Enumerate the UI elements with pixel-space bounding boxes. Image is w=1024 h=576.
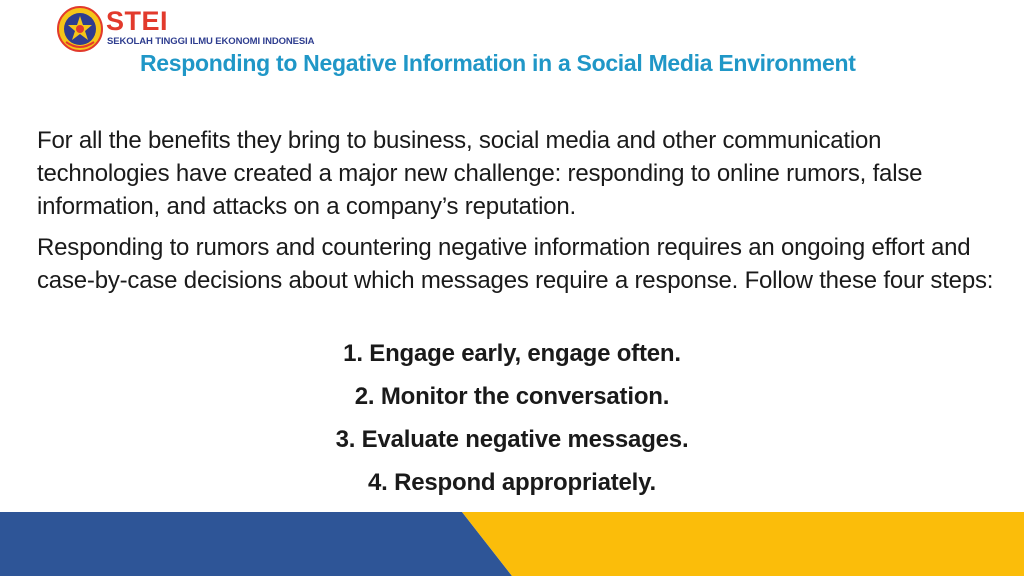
slide-title: Responding to Negative Information in a Social Media Environment xyxy=(140,50,856,76)
logo xyxy=(56,4,346,54)
body-text xyxy=(37,124,997,305)
steps-list xyxy=(0,337,1024,509)
step-item: 4. Respond appropriately. xyxy=(368,469,656,496)
step-item: 3. Evaluate negative messages. xyxy=(335,426,689,453)
stei-emblem-icon xyxy=(56,4,108,54)
footer-band xyxy=(0,512,1024,576)
logo-fullname: SEKOLAH TINGGI ILMU EKONOMI INDONESIA xyxy=(107,36,315,47)
logo-acronym: STEI xyxy=(106,6,169,36)
footer-yellow-band xyxy=(462,512,1024,576)
footer-blue-band xyxy=(0,512,512,576)
step-item: 1. Engage early, engage often. xyxy=(343,340,681,367)
paragraph: For all the benefits they bring to business, social media and other communication technologies have created a major new challenge: responding to online rumors, false information, and attacks on a company’s reputation. xyxy=(37,127,923,220)
step-item: 2. Monitor the conversation. xyxy=(354,383,670,410)
paragraph: Responding to rumors and countering negative information requires an ongoing effort and case-by-case decisions about which messages require a response. Follow these four steps: xyxy=(37,234,994,294)
